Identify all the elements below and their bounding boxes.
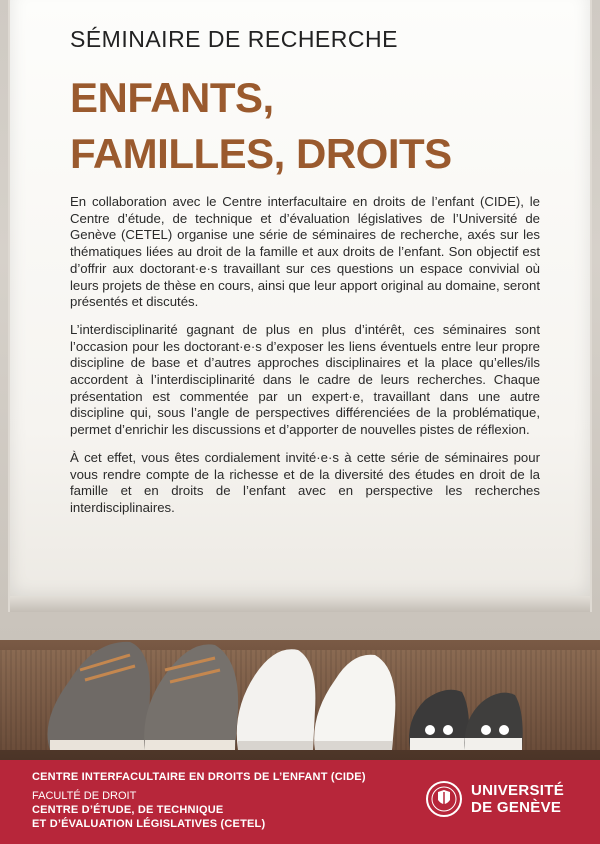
footer-cetel-line1: CENTRE D’ÉTUDE, DE TECHNIQUE	[32, 804, 224, 816]
footer-band	[0, 760, 600, 844]
footer-cetel-line2: ET D’ÉVALUATION LÉGISLATIVES (CETEL)	[32, 818, 266, 830]
university-logo-text	[471, 782, 564, 816]
body-paragraph-3: À cet effet, vous êtes cordialement invité·e·s à cette série de séminaires pour vous rendre compte de la richesse et de la diversité des études en droit de la famille et en droits de l’enfant avec en perspective les recherches interdisciplinaires.	[70, 449, 540, 515]
grey-sneakers-icon	[48, 642, 239, 750]
seminar-kicker: SÉMINAIRE DE RECHERCHE	[70, 26, 398, 52]
white-sneakers-icon	[237, 649, 396, 750]
body-text	[70, 194, 540, 528]
child-shoes-icon	[409, 690, 523, 750]
title-line-1: ENFANTS,	[70, 74, 274, 121]
poster-title	[70, 70, 452, 182]
logo-line-2: DE GENÈVE	[471, 799, 562, 816]
footer-cide: CENTRE INTERFACULTAIRE EN DROITS DE L’ENFANT (CIDE)	[32, 771, 366, 783]
body-paragraph-2: L’interdisciplinarité gagnant de plus en plus d’intérêt, ces séminaires sont l’occasion pour les doctorant·e·s d’exposer les liens éventuels entre leur propre discipline de base et d’autres approches disciplinaires et la place qu’elles/ils accordent à l’interdisciplinarité dans le cadre de leurs recherches. Chaque présentation est commentée par un expert·e, travaillant dans une autre discipline qui, sous l’angle de perspectives différenciées de la problématique, permet d’enrichir les discussions et d’apporter de nouvelles pistes de réflexion.	[70, 321, 540, 438]
body-paragraph-1: En collaboration avec le Centre interfacultaire en droits de l’enfant (CIDE), le Centre d’étude, de technique et d’évaluation législatives de l’Université de Genève (CETEL) organise une série de séminaires de recherche, axés sur les thématiques liées au droit de la famille et aux droits de l’enfant. Son objectif est d’offrir aux doctorant·e·s travaillant sur ces questions un espace convivial où leurs projets de thèse en cours, ainsi que leur apport original au domaine, seront présentés et discutés.	[70, 194, 540, 310]
shoes-illustration	[0, 600, 600, 760]
footer-faculty: FACULTÉ DE DROIT	[32, 790, 137, 802]
university-seal-icon	[425, 780, 463, 818]
logo-line-1: UNIVERSITÉ	[471, 782, 565, 799]
title-line-2: FAMILLES, DROITS	[70, 130, 452, 177]
